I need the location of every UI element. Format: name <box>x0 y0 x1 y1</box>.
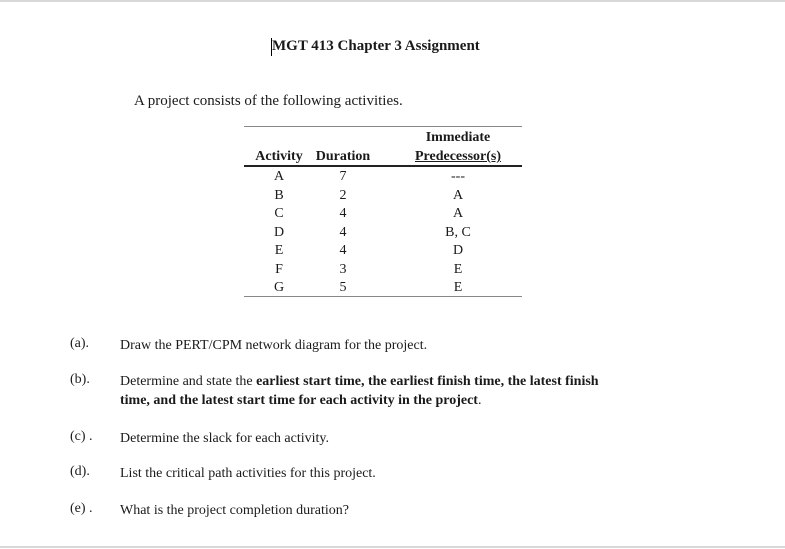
question-e-text: What is the project completion duration? <box>120 503 349 518</box>
table-cell-activity: A <box>273 169 285 184</box>
table-cell-activity: D <box>273 224 285 240</box>
question-b-text <box>120 372 599 410</box>
table-cell-predecessor: B, C <box>445 224 471 240</box>
question-e-label: (e) . <box>70 501 93 516</box>
table-cell-predecessor: D <box>452 243 464 258</box>
table-cell-predecessor: A <box>452 187 464 203</box>
table-header-rule <box>244 165 522 167</box>
header-immediate: Immediate <box>425 130 491 145</box>
table-cell-activity: C <box>274 206 284 221</box>
table-cell-predecessor: E <box>453 280 463 295</box>
table-bottom-rule <box>244 296 522 297</box>
table-cell-activity: F <box>275 261 283 277</box>
question-c-text: Determine the slack for each activity. <box>120 431 329 446</box>
table-cell-duration: 2 <box>339 187 347 203</box>
question-b-plain: Determine and state the <box>120 374 257 389</box>
table-cell-duration: 4 <box>339 206 347 221</box>
table-cell-duration: 3 <box>339 261 347 277</box>
table-cell-activity: B <box>274 187 284 203</box>
table-cell-activity: G <box>273 280 285 295</box>
table-cell-duration: 4 <box>339 224 347 240</box>
table-cell-predecessor: E <box>453 261 463 277</box>
question-a-text: Draw the PERT/CPM network diagram for the project. <box>120 338 428 353</box>
table-cell-activity: E <box>274 243 284 258</box>
question-b-end: . <box>477 393 482 408</box>
table-cell-predecessor: A <box>452 206 464 221</box>
intro-text: A project consists of the following activities. <box>134 93 403 109</box>
question-b-label: (b). <box>70 372 90 387</box>
table-cell-duration: 5 <box>339 280 347 295</box>
table-cell-duration: 4 <box>339 243 347 258</box>
table-cell-duration: 7 <box>339 169 347 184</box>
table-top-rule <box>244 126 522 127</box>
header-activity: Activity <box>255 149 303 164</box>
header-predecessor: Predecessor(s) <box>414 149 502 164</box>
question-d-label: (d). <box>70 464 90 479</box>
question-b-bold-1: earliest start time, the earliest finish time, the latest finish <box>256 374 599 389</box>
question-a-label: (a). <box>70 336 90 351</box>
question-c-label: (c) . <box>70 429 93 444</box>
header-duration: Duration <box>315 149 371 164</box>
page-title: MGT 413 Chapter 3 Assignment <box>272 38 480 54</box>
question-b-bold-2: time, and the latest start time for each activity in the project <box>120 393 478 408</box>
question-d-text: List the critical path activities for this project. <box>120 466 376 481</box>
bottom-border <box>0 546 785 548</box>
table-cell-predecessor: --- <box>451 169 465 184</box>
